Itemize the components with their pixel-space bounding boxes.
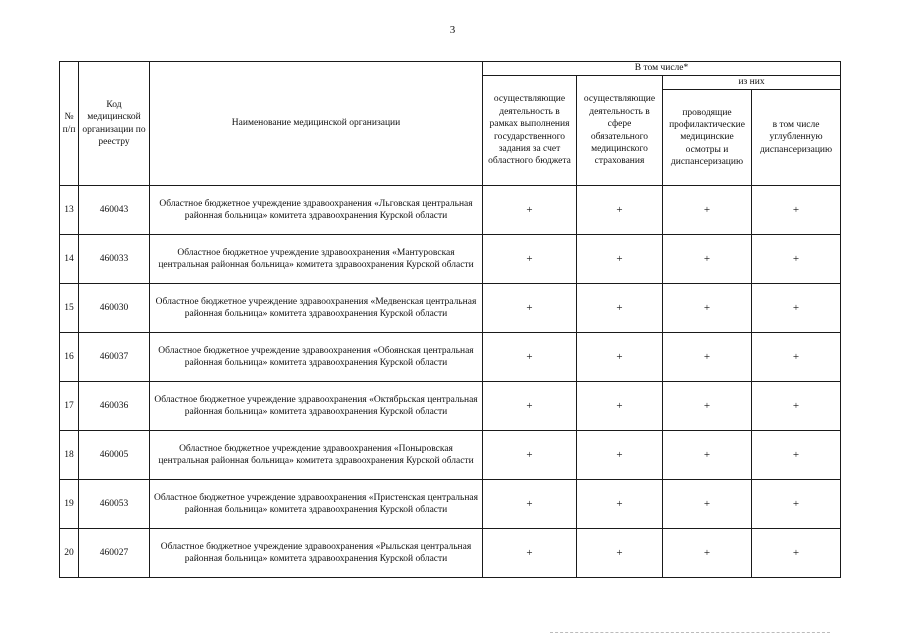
header-oms: осуществляющие деятельность в сфере обязательного медицинского страхования xyxy=(577,76,663,186)
row-budget-mark: + xyxy=(483,284,577,333)
row-num: 16 xyxy=(60,333,79,382)
row-code: 460033 xyxy=(79,235,150,284)
row-deep-mark: + xyxy=(752,431,841,480)
row-deep-mark: + xyxy=(752,480,841,529)
medical-organizations-table xyxy=(59,61,841,578)
row-prof-mark: + xyxy=(663,333,752,382)
row-oms-mark: + xyxy=(577,333,663,382)
row-oms-mark: + xyxy=(577,382,663,431)
row-code: 460005 xyxy=(79,431,150,480)
header-num: № п/п xyxy=(60,62,79,186)
row-oms-mark: + xyxy=(577,284,663,333)
row-num: 17 xyxy=(60,382,79,431)
header-name: Наименование медицинской организации xyxy=(150,62,483,186)
row-org-name: Областное бюджетное учреждение здравоохранения «Мантуровская центральная районная больница» комитета здравоохранения Курской области xyxy=(150,235,483,284)
table-row xyxy=(60,431,841,480)
row-org-name: Областное бюджетное учреждение здравоохранения «Рыльская центральная районная больница» комитета здравоохранения Курской области xyxy=(150,529,483,578)
table-row xyxy=(60,333,841,382)
row-org-name: Областное бюджетное учреждение здравоохранения «Обоянская центральная районная больница» комитета здравоохранения Курской области xyxy=(150,333,483,382)
row-prof-mark: + xyxy=(663,529,752,578)
row-org-name: Областное бюджетное учреждение здравоохранения «Пристенская центральная районная больница» комитета здравоохранения Курской области xyxy=(150,480,483,529)
row-oms-mark: + xyxy=(577,235,663,284)
row-budget-mark: + xyxy=(483,529,577,578)
header-deep: в том числе углубленную диспансеризацию xyxy=(752,90,841,186)
row-num: 15 xyxy=(60,284,79,333)
table-body xyxy=(60,186,841,578)
row-code: 460053 xyxy=(79,480,150,529)
row-budget-mark: + xyxy=(483,480,577,529)
row-num: 20 xyxy=(60,529,79,578)
row-num: 14 xyxy=(60,235,79,284)
table-row xyxy=(60,382,841,431)
row-prof-mark: + xyxy=(663,382,752,431)
table-row xyxy=(60,186,841,235)
row-code: 460043 xyxy=(79,186,150,235)
row-deep-mark: + xyxy=(752,333,841,382)
header-prof: проводящие профилактические медицинские осмотры и диспансеризацию xyxy=(663,90,752,186)
page-number: 3 xyxy=(449,24,456,36)
row-deep-mark: + xyxy=(752,529,841,578)
row-code: 460036 xyxy=(79,382,150,431)
row-org-name: Областное бюджетное учреждение здравоохранения «Октябрьская центральная районная больница» комитета здравоохранения Курской области xyxy=(150,382,483,431)
row-prof-mark: + xyxy=(663,480,752,529)
row-code: 460027 xyxy=(79,529,150,578)
row-org-name: Областное бюджетное учреждение здравоохранения «Льговская центральная районная больница» комитета здравоохранения Курской области xyxy=(150,186,483,235)
row-budget-mark: + xyxy=(483,186,577,235)
row-deep-mark: + xyxy=(752,382,841,431)
table-header xyxy=(60,62,841,186)
row-oms-mark: + xyxy=(577,529,663,578)
row-code: 460030 xyxy=(79,284,150,333)
row-oms-mark: + xyxy=(577,186,663,235)
page-bottom-divider xyxy=(550,632,830,634)
row-deep-mark: + xyxy=(752,186,841,235)
table-row xyxy=(60,284,841,333)
row-budget-mark: + xyxy=(483,333,577,382)
row-org-name: Областное бюджетное учреждение здравоохранения «Медвенская центральная районная больница» комитета здравоохранения Курской области xyxy=(150,284,483,333)
table-row xyxy=(60,235,841,284)
row-num: 19 xyxy=(60,480,79,529)
table-row xyxy=(60,480,841,529)
row-prof-mark: + xyxy=(663,235,752,284)
row-prof-mark: + xyxy=(663,284,752,333)
header-including: В том числе* xyxy=(483,62,841,76)
row-oms-mark: + xyxy=(577,431,663,480)
row-budget-mark: + xyxy=(483,382,577,431)
table-row xyxy=(60,529,841,578)
header-of-them: из них xyxy=(663,76,841,90)
row-code: 460037 xyxy=(79,333,150,382)
row-num: 18 xyxy=(60,431,79,480)
row-prof-mark: + xyxy=(663,186,752,235)
row-budget-mark: + xyxy=(483,431,577,480)
row-deep-mark: + xyxy=(752,235,841,284)
row-oms-mark: + xyxy=(577,480,663,529)
row-num: 13 xyxy=(60,186,79,235)
row-deep-mark: + xyxy=(752,284,841,333)
row-prof-mark: + xyxy=(663,431,752,480)
row-budget-mark: + xyxy=(483,235,577,284)
header-code: Код медицинской организации по реестру xyxy=(79,62,150,186)
row-org-name: Областное бюджетное учреждение здравоохранения «Поныровская центральная районная больница» комитета здравоохранения Курской области xyxy=(150,431,483,480)
header-budget: осуществляющие деятельность в рамках выполнения государственного задания за счет областного бюджета xyxy=(483,76,577,186)
